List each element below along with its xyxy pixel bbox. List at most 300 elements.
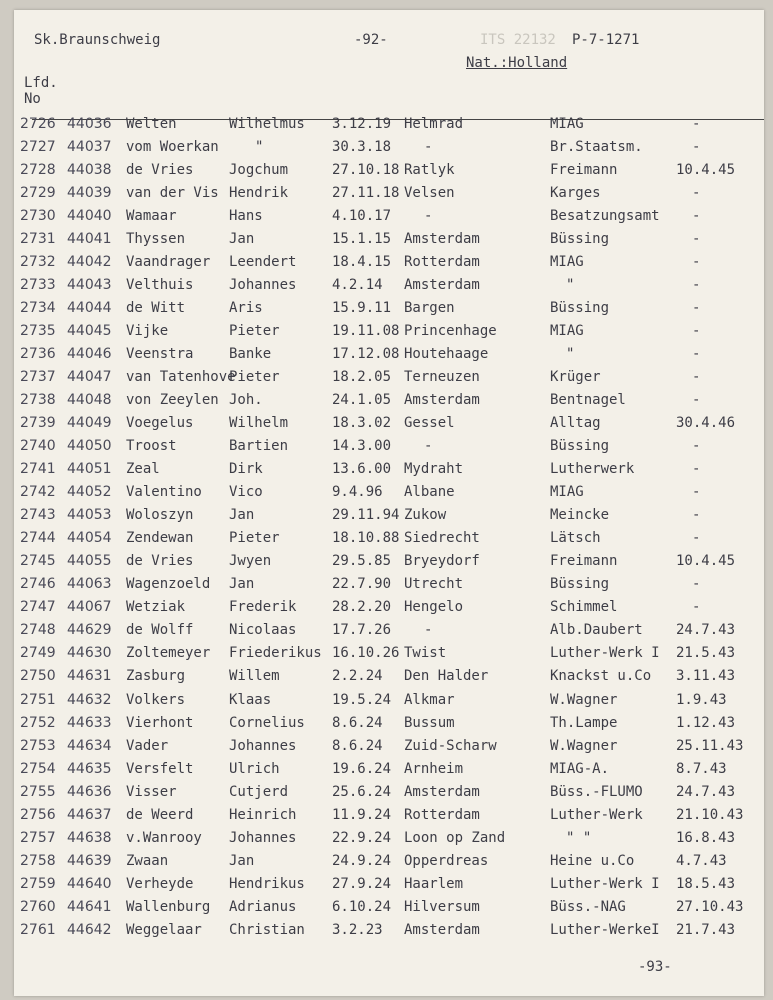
table-row [14,716,764,738]
cell-firstname: Heinrich [229,806,297,823]
cell-date: 24.7.43 [676,783,736,800]
cell-birthplace: Terneuzen [404,369,480,386]
cell-surname: Zwaan [126,852,169,869]
cell-lfd: 2742 [20,484,56,501]
cell-surname: Wetziak [126,599,186,616]
cell-date: - [692,461,701,478]
cell-birthdate: 27.9.24 [332,875,392,892]
cell-number: 44038 [67,162,112,179]
cell-date: - [692,231,701,248]
cell-birthplace: Alkmar [404,691,455,708]
table-row [14,693,764,715]
cell-employer: Heine u.Co [550,852,635,869]
table-row [14,785,764,807]
page-number-bottom: -93- [638,959,672,975]
cell-employer: Freimann [550,553,618,570]
cell-date: - [692,576,701,593]
table-row [14,600,764,622]
cell-date: - [692,484,701,501]
cell-firstname: Johannes [229,737,297,754]
cell-surname: v.Wanrooy [126,829,202,846]
cell-date: - [692,277,701,294]
cell-birthplace: Haarlem [404,875,464,892]
cell-lfd: 2730 [20,208,56,225]
cell-birthplace: Amsterdam [404,277,480,294]
cell-employer: Büssing [550,231,610,248]
cell-birthplace: Velsen [404,185,455,202]
cell-number: 44629 [67,622,112,639]
cell-lfd: 2726 [20,116,56,132]
cell-date: 8.7.43 [676,760,727,777]
cell-firstname: Nicolaas [229,622,297,639]
cell-surname: van der Vis [126,185,219,202]
document-page [14,10,764,996]
cell-number: 44040 [67,208,112,225]
cell-lfd: 2745 [20,553,56,570]
cell-birthplace: - [424,622,433,639]
cell-firstname: Johannes [229,277,297,294]
cell-employer: Büss.-NAG [550,898,626,915]
cell-firstname: Wilhelmus [229,116,305,132]
cell-date: - [692,369,701,386]
cell-surname: Zeal [126,461,160,478]
cell-firstname: Cornelius [229,714,305,731]
table-row [14,554,764,576]
cell-number: 44063 [67,576,112,593]
cell-date: - [692,438,701,455]
cell-birthplace: Albane [404,484,455,501]
cell-date: - [692,507,701,524]
cell-birthdate: 4.10.17 [332,208,392,225]
cell-number: 44642 [67,921,112,938]
cell-firstname: " [255,139,264,156]
cell-surname: Wallenburg [126,898,211,915]
cell-birthplace: - [424,139,433,156]
cell-surname: Wagenzoeld [126,576,211,593]
cell-surname: Troost [126,438,177,455]
cell-lfd: 2756 [20,806,56,823]
table-row [14,347,764,369]
table-row [14,923,764,945]
table-row [14,255,764,277]
cell-firstname: Bartien [229,438,289,455]
cell-lfd: 2760 [20,898,56,915]
cell-number: 44042 [67,254,112,271]
cell-surname: Voegelus [126,415,194,432]
cell-number: 44067 [67,599,112,616]
cell-number: 44039 [67,185,112,202]
cell-birthdate: 3.2.23 [332,921,383,938]
cell-birthdate: 15.9.11 [332,300,392,317]
cell-number: 44636 [67,783,112,800]
cell-birthdate: 22.7.90 [332,576,392,593]
cell-date: - [692,254,701,271]
cell-firstname: Hendrik [229,185,289,202]
cell-firstname: Hendrikus [229,875,305,892]
cell-employer: Besatzungsamt [550,208,660,225]
cell-number: 44639 [67,852,112,869]
cell-surname: van Tatenhove [126,369,236,386]
cell-surname: Vijke [126,323,169,340]
cell-birthplace: Gessel [404,415,455,432]
cell-birthdate: 29.11.94 [332,507,400,524]
cell-birthplace: - [424,208,433,225]
table-row [14,186,764,208]
cell-lfd: 2737 [20,369,56,386]
cell-date: 27.10.43 [676,898,744,915]
cell-surname: de Vries [126,162,194,179]
cell-firstname: Adrianus [229,898,297,915]
cell-surname: Weggelaar [126,921,202,938]
cell-number: 44041 [67,231,112,248]
cell-surname: Wamaar [126,208,177,225]
nationality-heading: Nat.:Holland [466,55,568,71]
cell-number: 44637 [67,806,112,823]
table-row [14,393,764,415]
cell-employer: Alb.Daubert [550,622,643,639]
cell-date: - [692,300,701,317]
cell-date: 25.11.43 [676,737,744,754]
cell-surname: Vierhont [126,714,194,731]
cell-birthplace: Rotterdam [404,806,480,823]
cell-birthplace: Den Halder [404,668,489,685]
cell-date: - [692,185,701,202]
cell-employer: Meincke [550,507,610,524]
cell-birthplace: Utrecht [404,576,464,593]
cell-surname: Vaandrager [126,254,211,271]
cell-date: - [692,208,701,225]
cell-firstname: Friederikus [229,645,322,662]
cell-employer: Luther-Werk [550,806,643,823]
table-row [14,232,764,254]
cell-employer: Schimmel [550,599,618,616]
cell-birthplace: Amsterdam [404,392,480,409]
cell-firstname: Aris [229,300,263,317]
cell-lfd: 2734 [20,300,56,317]
cell-birthdate: 19.11.08 [332,323,400,340]
table-row [14,324,764,346]
cell-birthplace: Bussum [404,714,455,731]
cell-lfd: 2729 [20,185,56,202]
cell-number: 44631 [67,668,112,685]
cell-lfd: 2733 [20,277,56,294]
cell-lfd: 2743 [20,507,56,524]
cell-number: 44051 [67,461,112,478]
table-row [14,140,764,162]
cell-firstname: Frederik [229,599,297,616]
cell-employer: " [566,277,575,294]
column-header-lfd: Lfd. [24,75,58,91]
cell-firstname: Jan [229,852,255,869]
cell-birthplace: Twist [404,645,447,662]
cell-lfd: 2759 [20,875,56,892]
table-row [14,485,764,507]
cell-surname: Verheyde [126,875,194,892]
cell-firstname: Willem [229,668,280,685]
cell-birthdate: 18.3.02 [332,415,392,432]
cell-birthdate: 22.9.24 [332,829,392,846]
cell-firstname: Cutjerd [229,783,289,800]
cell-lfd: 2735 [20,323,56,340]
cell-birthplace: Hilversum [404,898,480,915]
cell-lfd: 2747 [20,599,56,616]
cell-date: - [692,116,701,132]
cell-firstname: Johannes [229,829,297,846]
cell-date: 10.4.45 [676,162,736,179]
cell-birthplace: Hengelo [404,599,464,616]
table-row [14,739,764,761]
cell-firstname: Klaas [229,691,272,708]
cell-birthplace: Princenhage [404,323,497,340]
page-number-top: -92- [354,32,388,48]
cell-firstname: Joh. [229,392,263,409]
cell-birthdate: 19.5.24 [332,691,392,708]
cell-surname: Velthuis [126,277,194,294]
cell-birthplace: Zuid-Scharw [404,737,497,754]
cell-lfd: 2750 [20,668,56,685]
cell-date: 16.8.43 [676,829,736,846]
cell-employer: W.Wagner [550,737,618,754]
cell-date: - [692,599,701,616]
cell-birthdate: 29.5.85 [332,553,392,570]
cell-employer: MIAG-A. [550,760,610,777]
cell-date: 21.10.43 [676,806,744,823]
cell-number: 44640 [67,875,112,892]
cell-birthdate: 24.9.24 [332,852,392,869]
cell-number: 44634 [67,737,112,754]
cell-birthplace: Mydraht [404,461,464,478]
table-row [14,117,764,139]
cell-firstname: Banke [229,346,272,363]
cell-employer: Bentnagel [550,392,626,409]
cell-number: 44052 [67,484,112,501]
cell-lfd: 2749 [20,645,56,662]
cell-surname: von Zeeylen [126,392,219,409]
cell-lfd: 2758 [20,852,56,869]
cell-date: 21.5.43 [676,645,736,662]
table-row [14,531,764,553]
cell-birthdate: 27.10.18 [332,162,400,179]
cell-number: 44630 [67,645,112,662]
cell-date: 3.11.43 [676,668,736,685]
cell-birthplace: Amsterdam [404,231,480,248]
cell-number: 44633 [67,714,112,731]
table-row [14,854,764,876]
cell-birthplace: Rotterdam [404,254,480,271]
cell-employer: Luther-Werk I [550,875,660,892]
cell-lfd: 2757 [20,829,56,846]
cell-birthplace: Bryeydorf [404,553,480,570]
cell-number: 44049 [67,415,112,432]
cell-birthdate: 28.2.20 [332,599,392,616]
table-row [14,646,764,668]
cell-surname: Thyssen [126,231,186,248]
cell-employer: MIAG [550,323,584,340]
cell-firstname: Dirk [229,461,263,478]
cell-birthdate: 24.1.05 [332,392,392,409]
cell-surname: Veenstra [126,346,194,363]
cell-surname: Zoltemeyer [126,645,211,662]
cell-employer: MIAG [550,254,584,271]
cell-birthplace: Opperdreas [404,852,489,869]
table-row [14,808,764,830]
cell-surname: Zendewan [126,530,194,547]
cell-lfd: 2748 [20,622,56,639]
cell-employer: Br.Staatsm. [550,139,643,156]
cell-lfd: 2732 [20,254,56,271]
cell-lfd: 2731 [20,231,56,248]
faint-stamp-ref: ITS 22132 [480,32,556,48]
cell-birthplace: Bargen [404,300,455,317]
cell-birthdate: 6.10.24 [332,898,392,915]
table-row [14,508,764,530]
cell-birthdate: 18.2.05 [332,369,392,386]
cell-surname: Valentino [126,484,202,501]
table-row [14,163,764,185]
cell-lfd: 2736 [20,346,56,363]
cell-lfd: 2744 [20,530,56,547]
cell-birthdate: 13.6.00 [332,461,392,478]
cell-birthdate: 18.10.88 [332,530,400,547]
cell-employer: Lutherwerk [550,461,635,478]
cell-surname: Woloszyn [126,507,194,524]
table-row [14,577,764,599]
cell-firstname: Christian [229,921,305,938]
cell-birthdate: 16.10.26 [332,645,400,662]
table-row [14,462,764,484]
cell-birthdate: 3.12.19 [332,116,392,132]
cell-surname: de Wolff [126,622,194,639]
cell-employer: Luther-Werk I [550,645,660,662]
cell-firstname: Vico [229,484,263,501]
cell-surname: vom Woerkan [126,139,219,156]
cell-lfd: 2755 [20,783,56,800]
cell-birthplace: - [424,438,433,455]
cell-employer: " [566,346,575,363]
cell-lfd: 2754 [20,760,56,777]
table-row [14,623,764,645]
column-header-no: No [24,91,41,107]
cell-birthdate: 25.6.24 [332,783,392,800]
cell-date: - [692,530,701,547]
table-row [14,831,764,853]
cell-date: 24.7.43 [676,622,736,639]
cell-employer: Lätsch [550,530,601,547]
cell-birthdate: 30.3.18 [332,139,392,156]
cell-birthdate: 2.2.24 [332,668,383,685]
cell-firstname: Ulrich [229,760,280,777]
cell-firstname: Pieter [229,323,280,340]
cell-lfd: 2740 [20,438,56,455]
table-row [14,900,764,922]
cell-birthdate: 8.6.24 [332,737,383,754]
cell-birthdate: 9.4.96 [332,484,383,501]
table-row [14,762,764,784]
cell-number: 44638 [67,829,112,846]
cell-employer: Alltag [550,415,601,432]
cell-employer: Karges [550,185,601,202]
cell-firstname: Jwyen [229,553,272,570]
cell-surname: de Vries [126,553,194,570]
cell-date: - [692,139,701,156]
cell-birthplace: Ratlyk [404,162,455,179]
cell-lfd: 2738 [20,392,56,409]
cell-firstname: Wilhelm [229,415,289,432]
cell-birthdate: 8.6.24 [332,714,383,731]
cell-lfd: 2753 [20,737,56,754]
cell-firstname: Leendert [229,254,297,271]
cell-firstname: Jogchum [229,162,289,179]
cell-birthdate: 19.6.24 [332,760,392,777]
cell-surname: de Witt [126,300,186,317]
cell-date: 1.9.43 [676,691,727,708]
cell-birthdate: 11.9.24 [332,806,392,823]
header-location: Sk.Braunschweig [34,32,161,48]
cell-birthplace: Houtehaage [404,346,489,363]
cell-firstname: Pieter [229,530,280,547]
cell-number: 44641 [67,898,112,915]
cell-surname: Visser [126,783,177,800]
cell-employer: Krüger [550,369,601,386]
cell-employer: W.Wagner [550,691,618,708]
cell-birthplace: Loon op Zand [404,829,506,846]
cell-birthdate: 27.11.18 [332,185,400,202]
cell-lfd: 2751 [20,691,56,708]
cell-birthdate: 14.3.00 [332,438,392,455]
cell-lfd: 2746 [20,576,56,593]
cell-birthplace: Helmrad [404,116,464,132]
table-row [14,877,764,899]
cell-date: 4.7.43 [676,852,727,869]
cell-date: 18.5.43 [676,875,736,892]
cell-date: 21.7.43 [676,921,736,938]
cell-lfd: 2728 [20,162,56,179]
cell-date: 10.4.45 [676,553,736,570]
cell-birthplace: Siedrecht [404,530,480,547]
cell-lfd: 2739 [20,415,56,432]
cell-number: 44036 [67,116,112,132]
cell-date: 30.4.46 [676,415,736,432]
cell-firstname: Jan [229,231,255,248]
cell-number: 44635 [67,760,112,777]
cell-number: 44047 [67,369,112,386]
table-row [14,209,764,231]
table-row [14,416,764,438]
table-row [14,301,764,323]
table-row [14,278,764,300]
cell-lfd: 2727 [20,139,56,156]
cell-firstname: Hans [229,208,263,225]
cell-number: 44054 [67,530,112,547]
cell-birthdate: 17.7.26 [332,622,392,639]
table-row [14,669,764,691]
cell-number: 44632 [67,691,112,708]
cell-employer: Freimann [550,162,618,179]
cell-number: 44055 [67,553,112,570]
cell-date: 1.12.43 [676,714,736,731]
cell-birthdate: 15.1.15 [332,231,392,248]
cell-number: 44046 [67,346,112,363]
cell-employer: Büss.-FLUMO [550,783,643,800]
cell-surname: de Weerd [126,806,194,823]
cell-number: 44050 [67,438,112,455]
cell-surname: Welten [126,116,177,132]
cell-birthplace: Zukow [404,507,447,524]
cell-surname: Versfelt [126,760,194,777]
cell-number: 44043 [67,277,112,294]
cell-firstname: Jan [229,576,255,593]
cell-number: 44044 [67,300,112,317]
